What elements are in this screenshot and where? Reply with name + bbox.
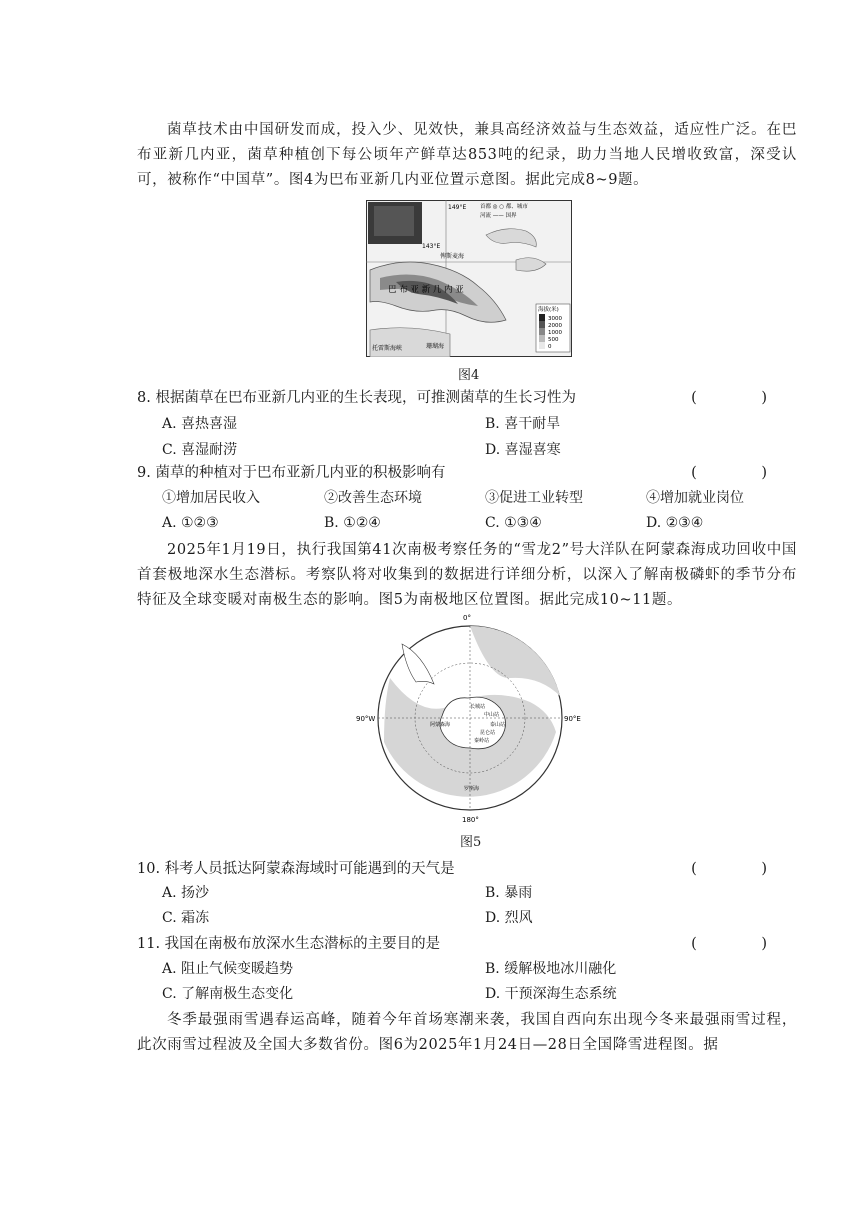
question-9-answer-blank[interactable]: ( ) xyxy=(691,465,797,481)
q9-item-1: ①增加居民收入 xyxy=(162,490,260,506)
question-9-stem: 9. 菌草的种植对于巴布亚新几内亚的积极影响有 xyxy=(137,465,446,481)
station-label: 昆仑站 xyxy=(480,730,496,736)
q9-option-c[interactable]: C. ①③④ xyxy=(485,515,542,531)
sea-label: 俾斯麦海 xyxy=(440,253,465,260)
question-10-stem: 10. 科考人员抵达阿蒙森海域时可能遇到的天气是 xyxy=(137,861,455,877)
q8-option-d[interactable]: D. 喜湿喜寒 xyxy=(485,442,561,458)
q8-option-c[interactable]: C. 喜湿耐涝 xyxy=(162,442,238,458)
antarctica-map xyxy=(350,608,590,828)
q9-option-a[interactable]: A. ①②③ xyxy=(162,515,219,531)
q10-option-c[interactable]: C. 霜冻 xyxy=(162,910,210,926)
legend-line-2: 河流 —— 国界 xyxy=(480,213,517,219)
q9-option-b[interactable]: B. ①②④ xyxy=(324,515,381,531)
elevation-level: 500 xyxy=(548,337,559,343)
q11-option-a[interactable]: A. 阻止气候变暖趋势 xyxy=(162,961,294,977)
elevation-level: 0 xyxy=(548,344,552,350)
legend-line-1: 首都 ◎ ○ 都、城市 xyxy=(480,204,528,210)
station-label: 泰山站 xyxy=(490,722,506,728)
q8-option-b[interactable]: B. 喜干耐旱 xyxy=(485,416,561,432)
figure-5-caption: 图5 xyxy=(460,835,482,850)
elevation-title: 海拔(米) xyxy=(538,307,559,313)
figure-5-map xyxy=(350,608,590,828)
question-10-answer-blank[interactable]: ( ) xyxy=(691,861,797,877)
question-9 xyxy=(137,461,797,485)
sea2-label: 珊瑚海 xyxy=(426,343,445,350)
question-11-stem: 11. 我国在南极布放深水生态潜标的主要目的是 xyxy=(137,936,441,952)
passage-2: 2025年1月19日，执行我国第41次南极考察任务的“雪龙2”号大洋队在阿蒙森海成功回收中国首套极地深水生态潜标。考察队将对收集到的数据进行详细分析，以深入了解南极磷虾的季节分布特征及全球变暖对南极生态的影响。图5为南极地区位置图。据此完成10~11题。 xyxy=(137,542,797,608)
q8-option-a[interactable]: A. 喜热喜湿 xyxy=(162,416,238,432)
q11-option-b[interactable]: B. 缓解极地冰川融化 xyxy=(485,961,617,977)
elevation-level: 2000 xyxy=(548,323,562,329)
q9-item-3: ③促进工业转型 xyxy=(485,490,583,506)
station-label: 长城站 xyxy=(470,704,486,710)
strait-label: 托雷斯海峡 xyxy=(372,345,403,352)
q10-option-b[interactable]: B. 暴雨 xyxy=(485,885,533,901)
meridian-90e-label: 90°E xyxy=(564,715,581,723)
sea-label: 阿蒙森海 xyxy=(430,722,451,728)
question-10 xyxy=(137,857,797,881)
q10-option-a[interactable]: A. 扬沙 xyxy=(162,885,210,901)
question-11 xyxy=(137,932,797,956)
elevation-level: 1000 xyxy=(548,330,562,336)
country-label: 巴 布 亚 新 几 内 亚 xyxy=(388,285,464,295)
lon-149-label: 149°E xyxy=(448,204,467,211)
question-11-answer-blank[interactable]: ( ) xyxy=(691,936,797,952)
q11-option-c[interactable]: C. 了解南极生态变化 xyxy=(162,986,294,1002)
q9-option-d[interactable]: D. ②③④ xyxy=(646,515,704,531)
question-8 xyxy=(137,386,797,410)
q9-item-4: ④增加就业岗位 xyxy=(646,490,744,506)
passage-3: 冬季最强雨雪遇春运高峰，随着今年首场寒潮来袭，我国自西向东出现今冬来最强雨雪过程，此次雨雪过程波及全国大多数省份。图6为2025年1月24日—28日全国降雪进程图。据 xyxy=(137,1012,797,1053)
meridian-90w-label: 90°W xyxy=(356,715,376,723)
figure-4-map xyxy=(366,200,572,357)
question-8-stem: 8. 根据菌草在巴布亚新几内亚的生长表现，可推测菌草的生长习性为 xyxy=(137,390,576,406)
q10-option-d[interactable]: D. 烈风 xyxy=(485,910,533,926)
station-label: 中山站 xyxy=(484,712,500,718)
elevation-level: 3000 xyxy=(548,316,562,322)
papua-new-guinea-map xyxy=(366,200,572,357)
q11-option-d[interactable]: D. 干预深海生态系统 xyxy=(485,986,617,1002)
question-8-answer-blank[interactable]: ( ) xyxy=(691,390,797,406)
station-label: 秦岭站 xyxy=(474,738,490,744)
q9-item-2: ②改善生态环境 xyxy=(324,490,422,506)
meridian-0-label: 0° xyxy=(463,614,471,622)
sea-label: 罗斯海 xyxy=(464,786,480,792)
lon-143-label: 143°E xyxy=(422,243,441,250)
passage-1: 菌草技术由中国研发而成，投入少、见效快，兼具高经济效益与生态效益，适应性广泛。在巴布亚新几内亚，菌草种植创下每公顷年产鲜草达853吨的纪录，助力当地人民增收致富，深受认可，被称作“中国草”。图4为巴布亚新几内亚位置示意图。据此完成8~9题。 xyxy=(137,122,797,188)
figure-4-caption: 图4 xyxy=(458,368,480,383)
meridian-180-label: 180° xyxy=(462,816,479,824)
